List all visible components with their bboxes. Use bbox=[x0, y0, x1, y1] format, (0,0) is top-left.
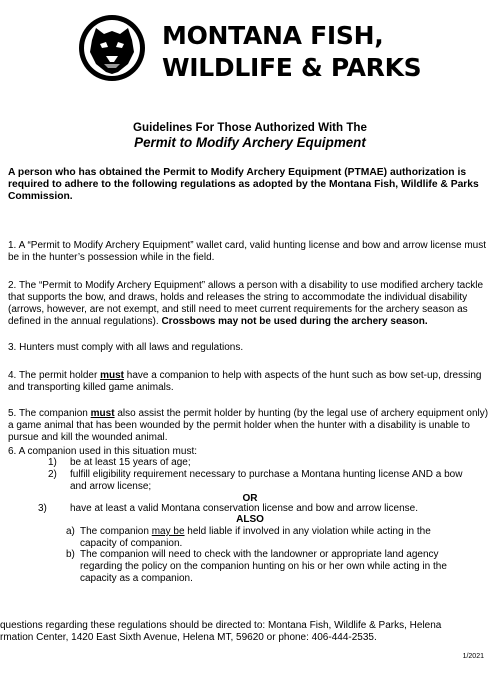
sub-1-text: be at least 15 years of age; bbox=[70, 457, 191, 468]
or-separator: OR bbox=[242, 493, 258, 504]
sub-a-pre: The companion bbox=[80, 526, 149, 537]
version-date: 1/2021 bbox=[462, 653, 484, 660]
item-5-pre: 5. The companion bbox=[8, 408, 88, 419]
sub-2-number: 2) bbox=[48, 469, 57, 480]
sub-a-post: held liable if involved in any violation while acting in the capacity of companion. bbox=[80, 526, 431, 549]
contact-footer bbox=[0, 620, 500, 644]
item-6: 6. A companion used in this situation must: bbox=[8, 446, 197, 457]
sub-2-text: fulfill eligibility requirement necessary to purchase a Montana hunting license AND a bow and arrow license; bbox=[70, 469, 463, 492]
item-5-post: also assist the permit holder by hunting (by the legal use of archery equipment only) a game animal that has been wounded by the permit holder when the hunter with a disability is unable to pursue and kill the wounded animal. bbox=[8, 408, 489, 443]
bear-logo-icon bbox=[78, 14, 146, 82]
sub-1-number: 1) bbox=[48, 457, 57, 468]
item-5-must: must bbox=[90, 408, 115, 419]
item-2-text: 2. The “Permit to Modify Archery Equipment” allows a person with a disability to use modified archery tackle that supports the bow, and draws, holds and releases the string to accommodate the individual disability (arrows, however, are not exempt, and still need to meet current requirements for the archery season as defined in the annual regulations). bbox=[8, 280, 484, 327]
sub-3-text: have at least a valid Montana conservation license and bow and arrow license. bbox=[70, 503, 418, 514]
sub-a-label: a) bbox=[66, 526, 75, 537]
item-5 bbox=[8, 408, 496, 444]
item-2-bold: Crossbows may not be used during the archery season. bbox=[161, 316, 428, 327]
agency-name bbox=[162, 20, 482, 84]
title-line1: Guidelines For Those Authorized With The bbox=[133, 121, 367, 134]
document-title bbox=[0, 121, 500, 151]
item-4-post: have a companion to help with aspects of the hunt such as bow set-up, dressing and transporting killed game animals. bbox=[8, 370, 482, 393]
footer-line2: rmation Center, 1420 East Sixth Avenue, Helena MT, 59620 or phone: 406-444-2535. bbox=[0, 632, 377, 643]
footer-line1: questions regarding these regulations should be directed to: Montana Fish, Wildlife & Parks, Helena bbox=[0, 620, 442, 631]
sub-b-label: b) bbox=[66, 549, 75, 560]
title-line2: Permit to Modify Archery Equipment bbox=[134, 135, 366, 150]
intro-paragraph: A person who has obtained the Permit to Modify Archery Equipment (PTMAE) authorization is required to adhere to the following regulations as adopted by the Montana Fish, Wildlife & Parks Commission. bbox=[8, 167, 479, 202]
agency-name-line2: WILDLIFE & PARKS bbox=[162, 53, 422, 82]
item-1: 1. A “Permit to Modify Archery Equipment” wallet card, valid hunting license and bow and arrow license must be in the hunter’s possession while in the field. bbox=[8, 240, 487, 263]
item-2 bbox=[8, 280, 496, 328]
sub-b-text: The companion will need to check with the landowner or appropriate land agency regarding the policy on the companion hunting on his or her own while acting in the capacity as a companion. bbox=[80, 549, 447, 584]
sub-a-text bbox=[80, 526, 460, 550]
agency-name-line1: MONTANA FISH, bbox=[162, 21, 384, 50]
also-separator: ALSO bbox=[236, 514, 264, 525]
item-4-must: must bbox=[100, 370, 124, 381]
sub-a-may-be: may be bbox=[151, 526, 185, 537]
item-4-pre: 4. The permit holder bbox=[8, 370, 98, 381]
sub-3-number: 3) bbox=[38, 503, 47, 514]
item-3: 3. Hunters must comply with all laws and regulations. bbox=[8, 342, 244, 353]
item-4 bbox=[8, 370, 496, 394]
